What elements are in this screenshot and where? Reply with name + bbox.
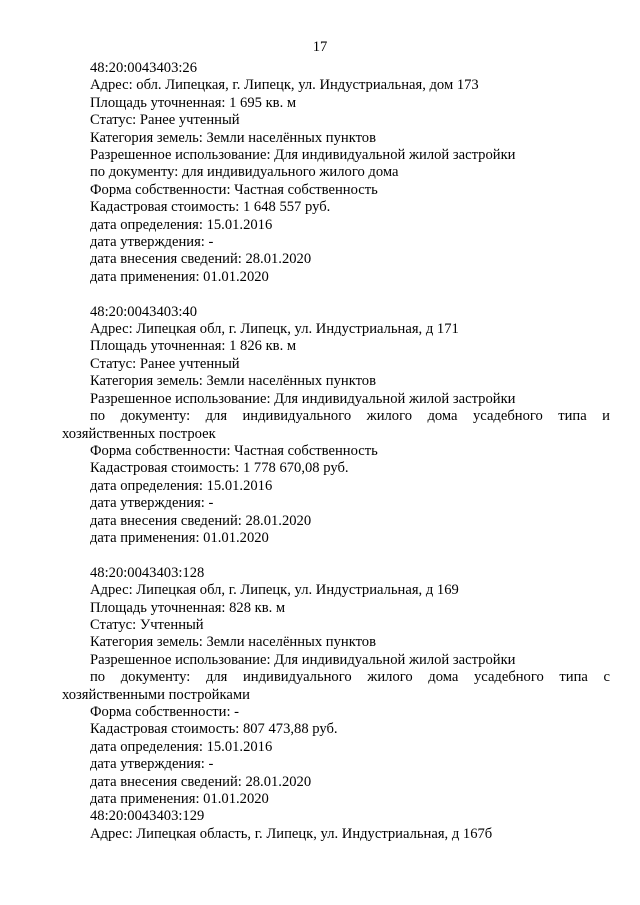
record-line-cadastral-value: Кадастровая стоимость: 1 648 557 руб. bbox=[90, 199, 331, 216]
record-line-document-use: по документу: для индивидуального жилого дома bbox=[90, 164, 399, 181]
record-line-ownership: Форма собственности: Частная собственность bbox=[90, 442, 378, 459]
record-line-address: Адрес: Липецкая обл, г. Липецк, ул. Индустриальная, д 171 bbox=[90, 321, 459, 338]
cadastral-number: 48:20:0043403:40 bbox=[90, 303, 198, 320]
record-line-status: Статус: Ранее учтенный bbox=[90, 112, 240, 129]
record-line-address: Адрес: Липецкая область, г. Липецк, ул. Индустриальная, д 167б bbox=[90, 825, 493, 842]
page-number: 17 bbox=[312, 39, 328, 55]
cadastral-record bbox=[62, 304, 610, 548]
record-line-application-date: дата применения: 01.01.2020 bbox=[90, 268, 269, 285]
record-line-status: Статус: Ранее учтенный bbox=[90, 355, 240, 372]
record-line-cadastral-value: Кадастровая стоимость: 807 473,88 руб. bbox=[90, 721, 338, 738]
record-line-approval-date: дата утверждения: - bbox=[90, 234, 214, 251]
record-line-application-date: дата применения: 01.01.2020 bbox=[90, 791, 269, 808]
record-line-application-date: дата применения: 01.01.2020 bbox=[90, 529, 269, 546]
record-line-document-use-rest: хозяйственных построек bbox=[62, 425, 216, 442]
record-line-area: Площадь уточненная: 828 кв. м bbox=[90, 599, 286, 616]
cadastral-record bbox=[62, 60, 610, 286]
record-line-status: Статус: Учтенный bbox=[90, 616, 204, 633]
record-line-permitted-use: Разрешенное использование: Для индивидуальной жилой застройки bbox=[90, 390, 516, 407]
record-line-entry-date: дата внесения сведений: 28.01.2020 bbox=[90, 512, 312, 529]
document-body bbox=[62, 60, 610, 843]
record-line-permitted-use: Разрешенное использование: Для индивидуальной жилой застройки bbox=[90, 651, 516, 668]
cadastral-number: 48:20:0043403:26 bbox=[90, 60, 198, 76]
record-line-address: Адрес: Липецкая обл, г. Липецк, ул. Индустриальная, д 169 bbox=[90, 582, 459, 599]
cadastral-number: 48:20:0043403:129 bbox=[90, 808, 205, 825]
record-line-document-use-first: по документу: для индивидуального жилого дома усадебного типа с bbox=[90, 669, 610, 686]
record-line-land-category: Категория земель: Земли населённых пунктов bbox=[90, 373, 376, 390]
record-line-land-category: Категория земель: Земли населённых пунктов bbox=[90, 129, 376, 146]
record-line-approval-date: дата утверждения: - bbox=[90, 495, 214, 512]
record-line-document-use-first: по документу: для индивидуального жилого дома усадебного типа и bbox=[90, 408, 610, 425]
record-line-address: Адрес: обл. Липецкая, г. Липецк, ул. Индустриальная, дом 173 bbox=[90, 77, 479, 94]
record-line-approval-date: дата утверждения: - bbox=[90, 756, 214, 773]
record-line-entry-date: дата внесения сведений: 28.01.2020 bbox=[90, 251, 312, 268]
cadastral-number: 48:20:0043403:128 bbox=[90, 564, 205, 581]
record-line-permitted-use: Разрешенное использование: Для индивидуальной жилой застройки bbox=[90, 147, 516, 164]
record-line-determination-date: дата определения: 15.01.2016 bbox=[90, 216, 273, 233]
cadastral-record bbox=[62, 808, 610, 843]
record-line-ownership: Форма собственности: Частная собственность bbox=[90, 181, 378, 198]
record-line-cadastral-value: Кадастровая стоимость: 1 778 670,08 руб. bbox=[90, 460, 349, 477]
cadastral-record bbox=[62, 565, 610, 809]
record-line-entry-date: дата внесения сведений: 28.01.2020 bbox=[90, 773, 312, 790]
record-line-determination-date: дата определения: 15.01.2016 bbox=[90, 738, 273, 755]
record-line-determination-date: дата определения: 15.01.2016 bbox=[90, 477, 273, 494]
record-line-land-category: Категория земель: Земли населённых пунктов bbox=[90, 634, 376, 651]
record-line-area: Площадь уточненная: 1 695 кв. м bbox=[90, 94, 297, 111]
record-line-document-use-rest: хозяйственными постройками bbox=[62, 686, 250, 703]
record-line-area: Площадь уточненная: 1 826 кв. м bbox=[90, 338, 297, 355]
record-line-ownership: Форма собственности: - bbox=[90, 704, 240, 720]
